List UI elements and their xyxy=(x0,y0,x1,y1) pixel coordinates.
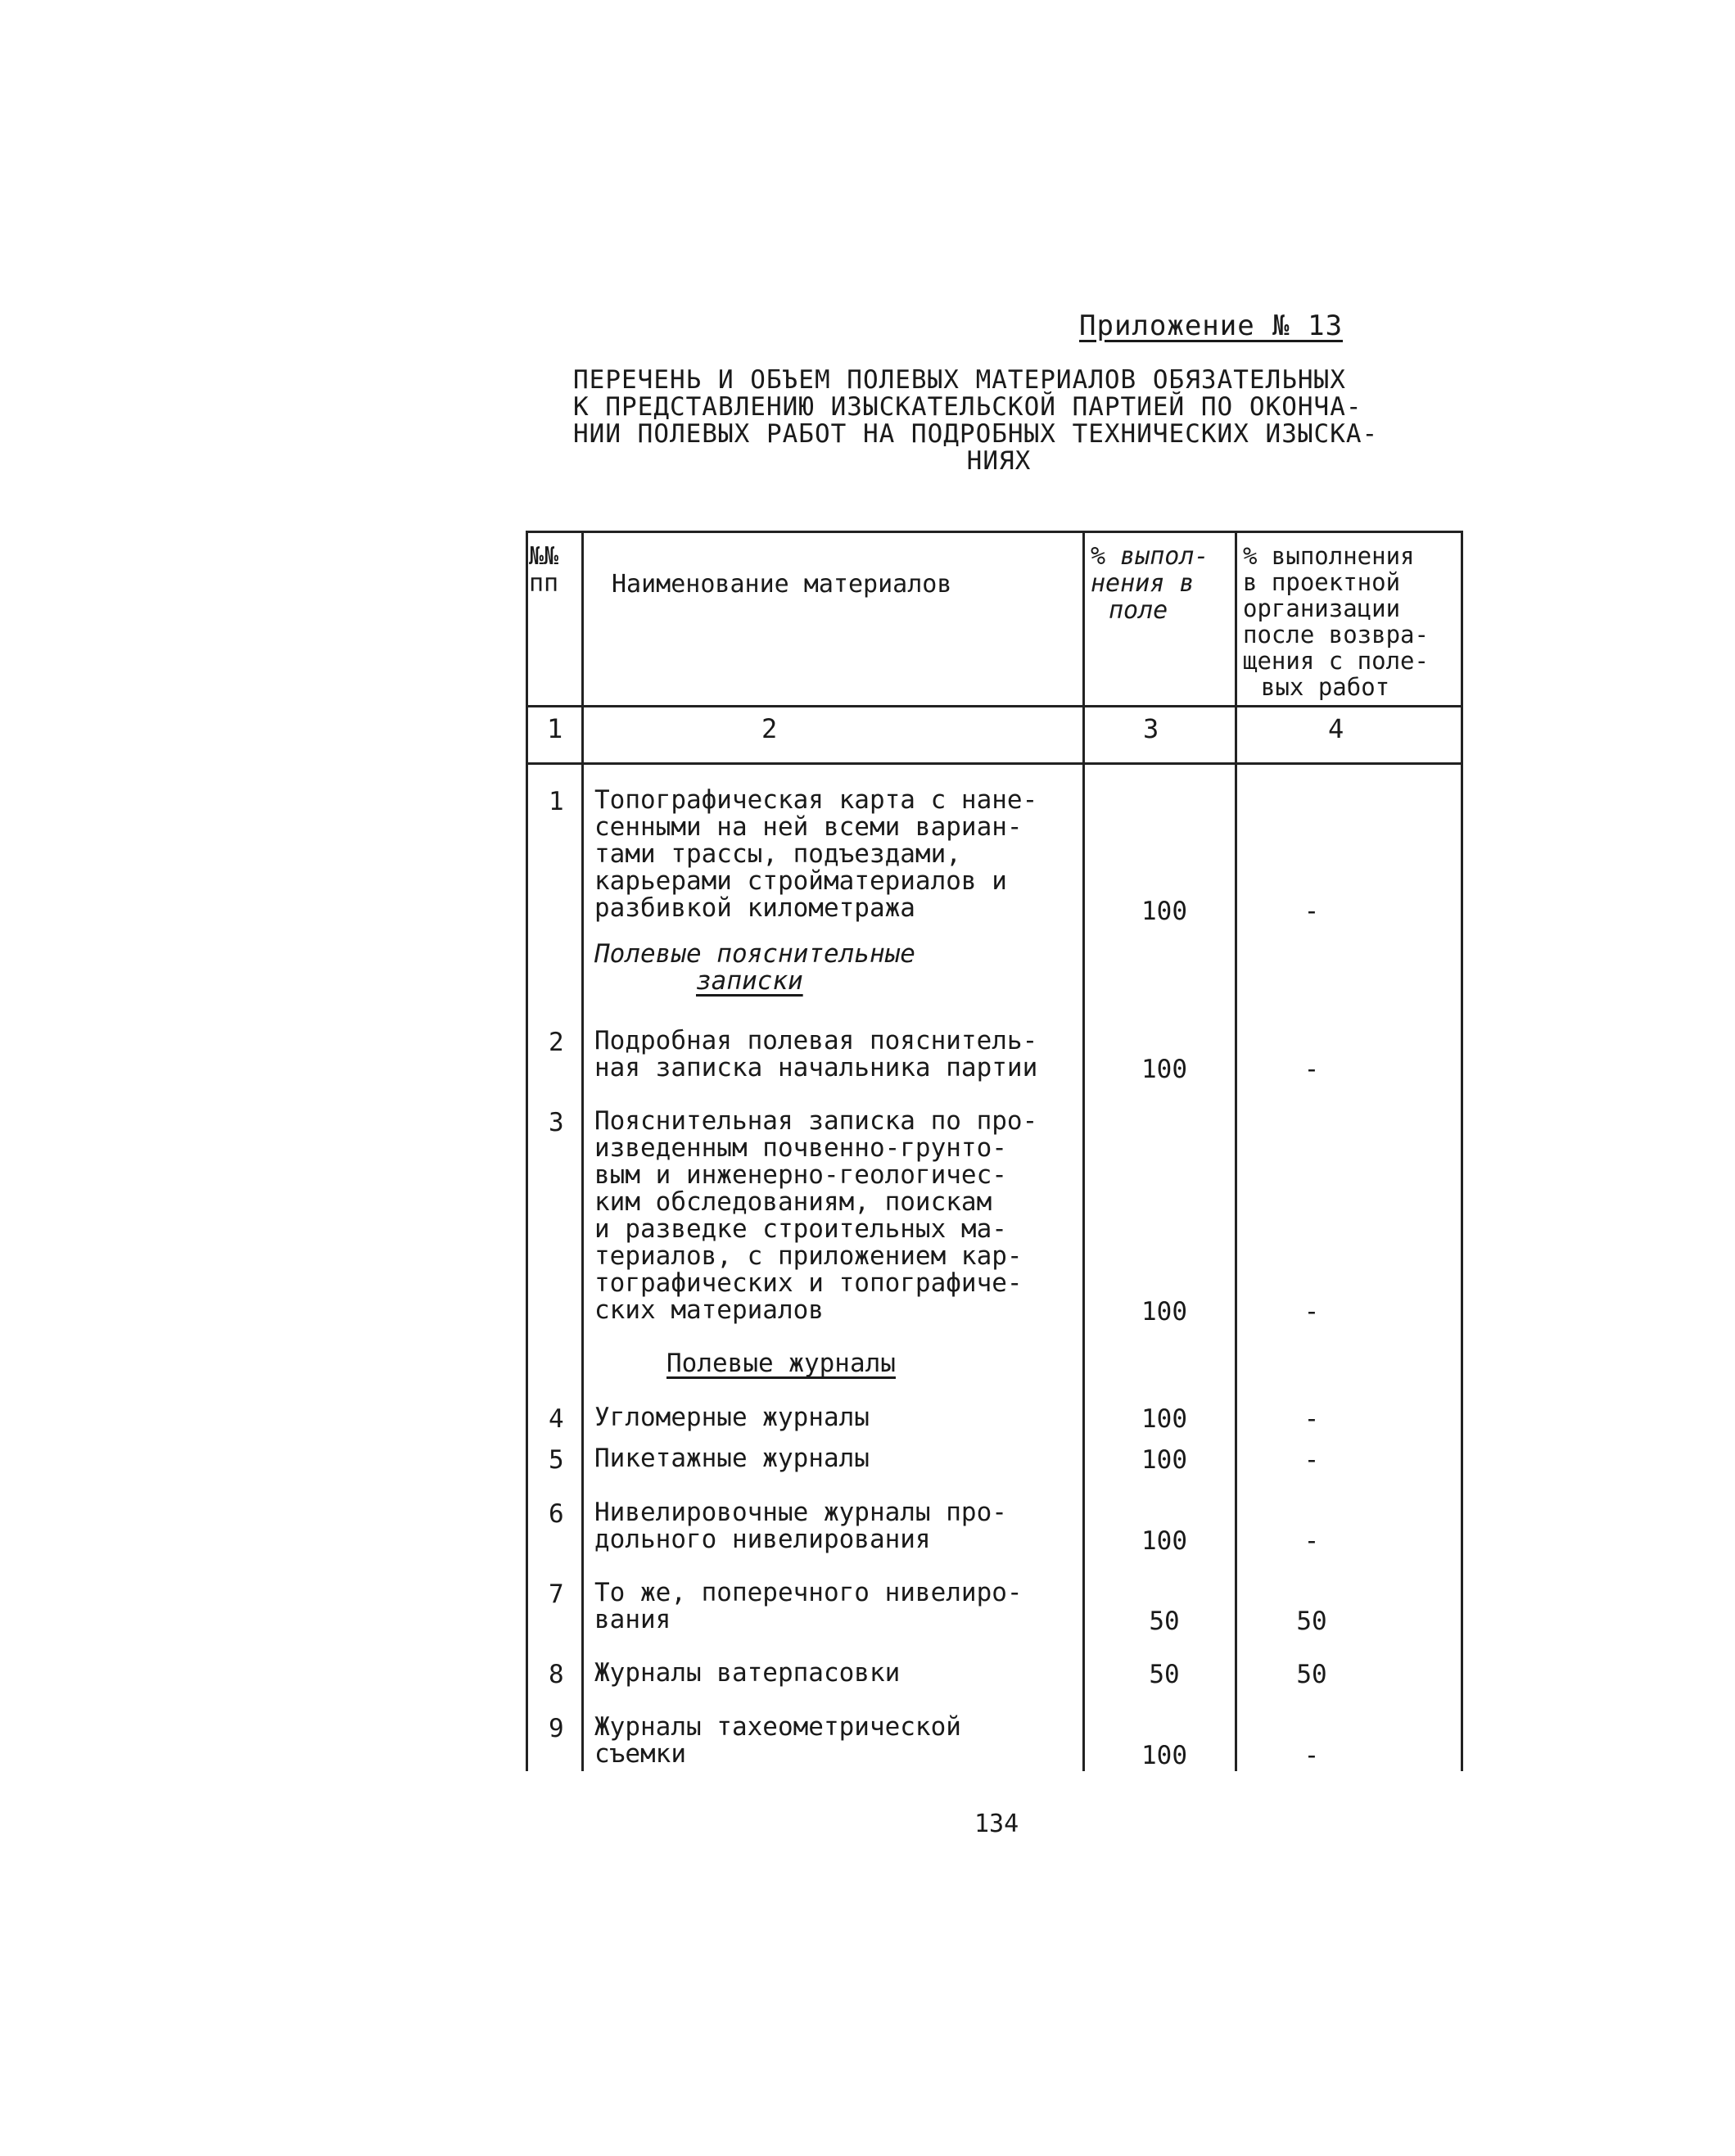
row-name xyxy=(594,1714,961,1768)
materials-table xyxy=(526,531,1463,1771)
column-number: 3 xyxy=(1143,713,1159,744)
column-divider xyxy=(1235,533,1237,1771)
row-name-line: изведенным почвенно-грунто- xyxy=(594,1133,1007,1163)
header-text: в проектной xyxy=(1243,568,1401,596)
row-name-line: То же, поперечного нивелиро- xyxy=(594,1578,1023,1607)
row-name xyxy=(594,1445,870,1472)
row-name-line: ная записка начальника партии xyxy=(594,1053,1038,1083)
row-name-line: тами трассы, подъездами, xyxy=(594,839,961,869)
row-name-line: разбивкой километража xyxy=(594,893,915,923)
field-percent: 50 xyxy=(1149,1660,1180,1689)
section-journals xyxy=(666,1350,896,1377)
office-percent: 50 xyxy=(1296,1660,1327,1689)
office-percent: - xyxy=(1304,1741,1320,1770)
row-name-line: Подробная полевая пояснитель- xyxy=(594,1026,1038,1055)
header-text: пп xyxy=(529,569,559,598)
row-number: 4 xyxy=(549,1404,564,1434)
row-name-line: Пояснительная записка по про- xyxy=(594,1106,1038,1136)
field-percent: 100 xyxy=(1141,897,1187,926)
title-line: НИИ ПОЛЕВЫХ РАБОТ НА ПОДРОБНЫХ ТЕХНИЧЕСКИХ ИЗЫСКА- xyxy=(573,419,1379,449)
office-percent: - xyxy=(1304,1055,1320,1084)
row-name-line: съемки xyxy=(594,1739,686,1769)
header-text: % выполнения xyxy=(1243,542,1415,570)
row-name-line: карьерами стройматериалов и xyxy=(594,866,1007,896)
office-percent: - xyxy=(1304,1404,1320,1434)
row-name-line: Пикетажные журналы xyxy=(594,1444,870,1473)
field-percent: 100 xyxy=(1141,1055,1187,1084)
header-text: % выпол- xyxy=(1091,542,1209,571)
header-text: щения с поле- xyxy=(1243,647,1429,675)
page-number: 134 xyxy=(974,1810,1019,1838)
header-text: поле xyxy=(1109,596,1168,625)
row-name xyxy=(594,1499,1007,1553)
row-number: 7 xyxy=(549,1580,564,1609)
header-office xyxy=(1243,543,1429,700)
header-num xyxy=(529,543,558,597)
row-name-line: ских материалов xyxy=(594,1295,824,1325)
row-number: 2 xyxy=(549,1028,564,1057)
column-number: 1 xyxy=(547,713,563,744)
row-name-line: сенными на ней всеми вариан- xyxy=(594,812,1023,842)
row-name-line: Нивелировочные журналы про- xyxy=(594,1498,1007,1527)
field-percent: 100 xyxy=(1141,1445,1187,1475)
header-text: нения в xyxy=(1091,569,1195,598)
row-name-line: ким обследованиям, поискам xyxy=(594,1187,992,1217)
header-divider xyxy=(526,705,1461,707)
row-number: 3 xyxy=(549,1108,564,1137)
column-number: 2 xyxy=(761,713,778,744)
header-text: после возвра- xyxy=(1243,621,1429,649)
table-border-left xyxy=(526,533,528,1771)
section-title-line: Полевые пояснительные xyxy=(594,939,915,969)
office-percent: - xyxy=(1304,1445,1320,1475)
column-number: 4 xyxy=(1328,713,1344,744)
section-notes xyxy=(594,941,915,995)
office-percent: 50 xyxy=(1296,1607,1327,1636)
row-name-line: дольного нивелирования xyxy=(594,1525,931,1554)
column-divider xyxy=(581,533,584,1771)
row-name xyxy=(594,1028,1037,1082)
row-name-line: и разведке строительных ма- xyxy=(594,1214,1007,1244)
title-line: К ПРЕДСТАВЛЕНИЮ ИЗЫСКАТЕЛЬСКОЙ ПАРТИЕЙ ПО ОКОНЧА- xyxy=(573,392,1362,422)
header-text: Наименование материалов xyxy=(612,570,952,599)
header-text: №№ xyxy=(529,542,559,571)
row-name-line: вания xyxy=(594,1605,671,1634)
office-percent: - xyxy=(1304,1526,1320,1556)
header-field xyxy=(1091,543,1209,624)
title-line: НИЯХ xyxy=(966,446,1032,476)
section-title-line: записки xyxy=(696,966,803,996)
column-number-divider xyxy=(526,762,1461,765)
office-percent: - xyxy=(1304,897,1320,926)
row-number: 1 xyxy=(549,787,564,816)
field-percent: 100 xyxy=(1141,1741,1187,1770)
section-title-line: Полевые журналы xyxy=(666,1349,896,1378)
header-text: вых работ xyxy=(1261,673,1390,701)
row-name xyxy=(594,1404,870,1431)
document-title xyxy=(573,367,1425,475)
field-percent: 50 xyxy=(1149,1607,1180,1636)
row-name xyxy=(594,1108,1037,1324)
row-name-line: Угломерные журналы xyxy=(594,1403,870,1432)
row-name xyxy=(594,1580,1023,1634)
row-name-line: Топографическая карта с нане- xyxy=(594,785,1038,815)
appendix-label: Приложение № 13 xyxy=(1079,310,1344,342)
row-name-line: Журналы тахеометрической xyxy=(594,1712,961,1742)
field-percent: 100 xyxy=(1141,1526,1187,1556)
field-percent: 100 xyxy=(1141,1404,1187,1434)
office-percent: - xyxy=(1304,1297,1320,1327)
row-name-line: Журналы ватерпасовки xyxy=(594,1658,901,1688)
row-name-line: вым и инженерно-геологичес- xyxy=(594,1160,1007,1190)
row-name-line: териалов, с приложением кар- xyxy=(594,1241,1023,1271)
title-line: ПЕРЕЧЕНЬ И ОБЪЕМ ПОЛЕВЫХ МАТЕРИАЛОВ ОБЯЗАТЕЛЬНЫХ xyxy=(573,365,1346,395)
row-number: 5 xyxy=(549,1445,564,1475)
header-name xyxy=(612,571,951,598)
row-number: 8 xyxy=(549,1660,564,1689)
row-number: 9 xyxy=(549,1714,564,1743)
row-name xyxy=(594,787,1037,922)
row-name xyxy=(594,1660,900,1687)
header-text: организации xyxy=(1243,594,1401,622)
column-divider xyxy=(1082,533,1085,1771)
field-percent: 100 xyxy=(1141,1297,1187,1327)
row-number: 6 xyxy=(549,1499,564,1529)
row-name-line: тографических и топографиче- xyxy=(594,1268,1023,1298)
